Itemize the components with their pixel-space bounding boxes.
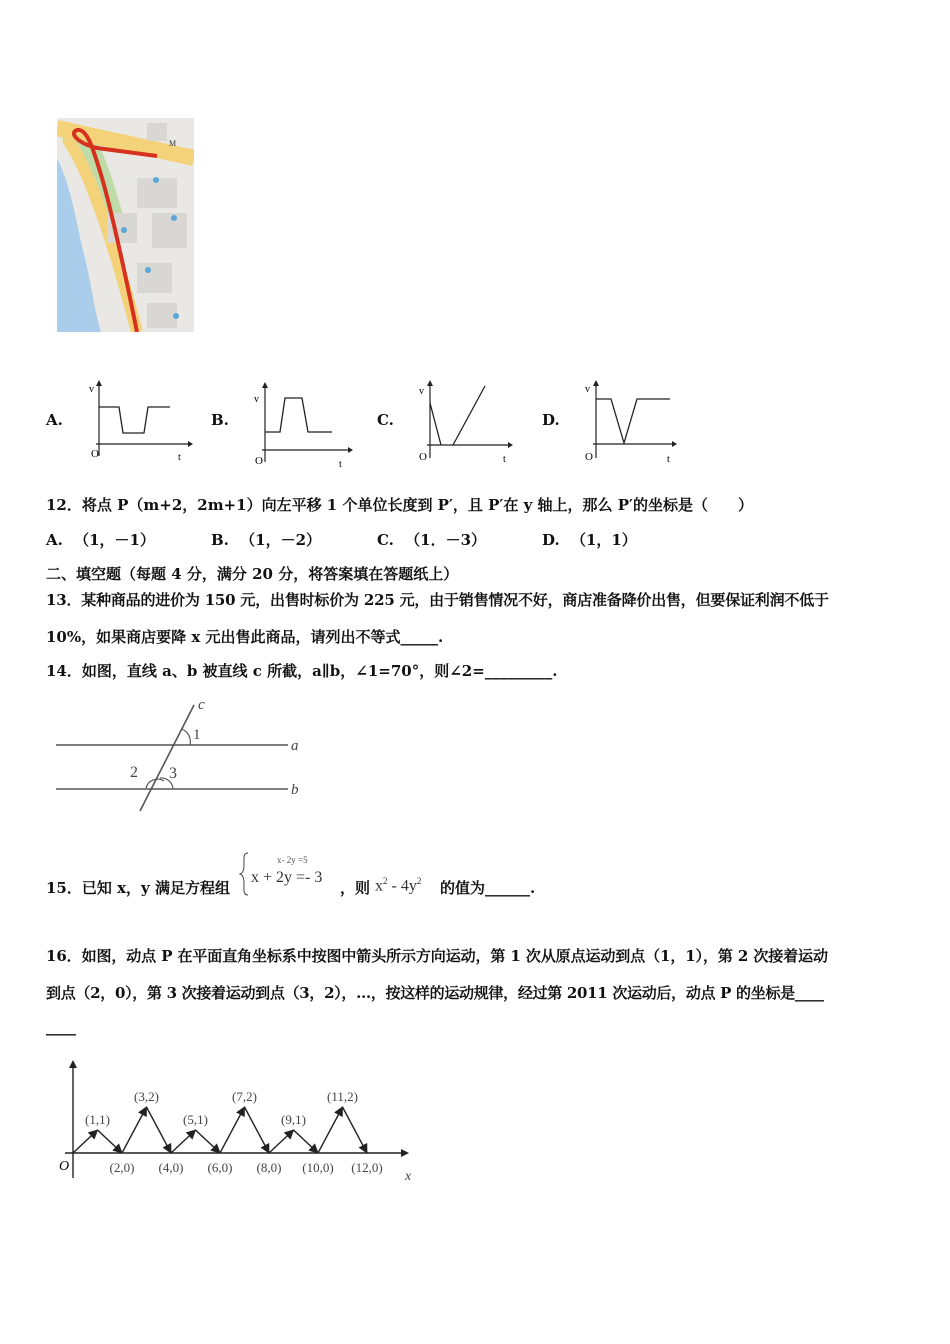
q11-d-o: O bbox=[585, 451, 593, 463]
section2-title: 二、填空题（每题 4 分，满分 20 分，将答案填在答题纸上） bbox=[46, 565, 459, 583]
path-segment-4 bbox=[147, 1107, 172, 1153]
angle1-arc bbox=[182, 729, 190, 745]
q15-exp-y: 2 bbox=[416, 876, 422, 886]
q14-figure bbox=[50, 695, 310, 815]
x-axis-arrow bbox=[401, 1149, 409, 1157]
q12-option-c[interactable] bbox=[377, 529, 486, 550]
q15-exp-x: 2 bbox=[383, 876, 388, 886]
q11-b-v: v bbox=[254, 394, 259, 405]
q11-c-o: O bbox=[419, 451, 427, 463]
point-label-10: (10,0) bbox=[302, 1160, 334, 1175]
q11-c-t: t bbox=[503, 454, 506, 465]
q15-mid: ，则 bbox=[340, 879, 371, 897]
point-label-9: (9,1) bbox=[281, 1112, 306, 1127]
q14-stem: 14．如图，直线 a、b 被直线 c 所截，a∥b，∠1=70°，则∠2=_________. bbox=[46, 662, 558, 680]
origin-label: O bbox=[59, 1159, 70, 1174]
path-segment-9 bbox=[269, 1130, 294, 1153]
q16-zigzag-chart bbox=[55, 1058, 425, 1193]
q15-eq2: x + 2y =- 3 bbox=[251, 869, 323, 886]
q11-option-c-label[interactable]: C. bbox=[377, 411, 394, 429]
q12-d-text: （1，1） bbox=[570, 531, 637, 549]
q15-x: x bbox=[375, 877, 383, 895]
y-axis-arrow bbox=[69, 1060, 77, 1068]
q11-d-v: v bbox=[585, 384, 590, 395]
q11-b-o: O bbox=[255, 455, 263, 467]
q15-prefix: 15．已知 x，y 满足方程组 bbox=[46, 879, 230, 897]
point-label-5: (5,1) bbox=[183, 1112, 208, 1127]
q11-a-v: v bbox=[89, 384, 94, 395]
line-c bbox=[140, 705, 194, 811]
q11-a-t: t bbox=[178, 452, 181, 463]
q11-c-v: v bbox=[419, 386, 424, 397]
q11-option-a-graph[interactable] bbox=[84, 378, 194, 463]
path-segment-3 bbox=[122, 1107, 147, 1153]
q11-option-b-graph[interactable] bbox=[250, 378, 360, 470]
route-map-image bbox=[57, 118, 194, 332]
path-segment-1 bbox=[73, 1130, 98, 1153]
q12-b-label: B. bbox=[211, 531, 229, 549]
path-segment-6 bbox=[196, 1130, 221, 1153]
q12-option-d[interactable] bbox=[542, 529, 637, 550]
label-c: c bbox=[198, 697, 205, 713]
point-label-3: (3,2) bbox=[134, 1089, 159, 1104]
q12-b-text: （1，－2） bbox=[240, 531, 322, 549]
path-segment-11 bbox=[318, 1107, 343, 1153]
q16-line2: 到点（2，0），第 3 次接着运动到点（3，2），…，按这样的运动规律，经过第 2011 次运动后，动点 P 的坐标是____ bbox=[46, 984, 824, 1002]
q15-equation-system bbox=[237, 850, 342, 900]
label-b: b bbox=[291, 782, 299, 798]
path-segment-2 bbox=[98, 1130, 123, 1153]
q11-b-t: t bbox=[339, 459, 342, 470]
point-label-6: (6,0) bbox=[207, 1160, 233, 1175]
point-label-4: (4,0) bbox=[158, 1160, 184, 1175]
q11-option-b-label[interactable]: B. bbox=[211, 411, 229, 429]
q11-d-t: t bbox=[667, 454, 670, 465]
q15-expression bbox=[375, 876, 421, 895]
point-label-1: (1,1) bbox=[85, 1112, 110, 1127]
q12-c-label: C. bbox=[377, 531, 394, 549]
q12-c-text: （1．－3） bbox=[405, 531, 487, 549]
q16-line3: ____ bbox=[46, 1018, 76, 1036]
q11-option-c-graph[interactable] bbox=[415, 378, 525, 468]
path-segment-7 bbox=[220, 1107, 245, 1153]
label-angle3: 3 bbox=[169, 765, 177, 782]
x-axis-label: x bbox=[405, 1169, 412, 1184]
q12-d-label: D. bbox=[542, 531, 560, 549]
q15-minus-4y: - 4y bbox=[387, 877, 417, 895]
q12-stem: 12．将点 P（m+2，2m+1）向左平移 1 个单位长度到 P′，且 P′在 y 轴上，那么 P′的坐标是（ ） bbox=[46, 496, 753, 514]
q13-line2: 10%，如果商店要降 x 元出售此商品，请列出不等式_____. bbox=[46, 628, 444, 646]
label-angle1: 1 bbox=[193, 727, 201, 743]
q12-a-label: A. bbox=[46, 531, 63, 549]
point-label-7: (7,2) bbox=[232, 1089, 257, 1104]
q11-a-o: O bbox=[91, 448, 99, 460]
label-angle2: 2 bbox=[130, 764, 138, 781]
point-label-8: (8,0) bbox=[256, 1160, 282, 1175]
path-segment-5 bbox=[171, 1130, 196, 1153]
q16-line1: 16．如图，动点 P 在平面直角坐标系中按图中箭头所示方向运动，第 1 次从原点运动到点（1，1），第 2 次接着运动 bbox=[46, 947, 828, 965]
q12-a-text: （1，－1） bbox=[74, 531, 155, 549]
label-a: a bbox=[291, 738, 299, 754]
q12-option-a[interactable] bbox=[46, 529, 155, 550]
q11-option-d-graph[interactable] bbox=[581, 378, 691, 468]
point-label-2: (2,0) bbox=[109, 1160, 135, 1175]
path-segment-8 bbox=[245, 1107, 270, 1153]
map-marker-label: M bbox=[169, 139, 177, 148]
q11-option-d-label[interactable]: D. bbox=[542, 411, 560, 429]
point-label-11: (11,2) bbox=[327, 1089, 358, 1104]
q12-option-b[interactable] bbox=[211, 529, 321, 550]
path-segment-12 bbox=[343, 1107, 368, 1153]
q11-option-a-label[interactable]: A. bbox=[46, 411, 63, 429]
path-segment-10 bbox=[294, 1130, 319, 1153]
point-label-12: (12,0) bbox=[351, 1160, 383, 1175]
q15-eq1: x- 2y =5 bbox=[277, 855, 308, 865]
q15-suffix: 的值为______. bbox=[440, 879, 536, 897]
q13-line1: 13．某种商品的进价为 150 元，出售时标价为 225 元，由于销售情况不好，商店准备降价出售，但要保证利润不低于 bbox=[46, 591, 829, 609]
